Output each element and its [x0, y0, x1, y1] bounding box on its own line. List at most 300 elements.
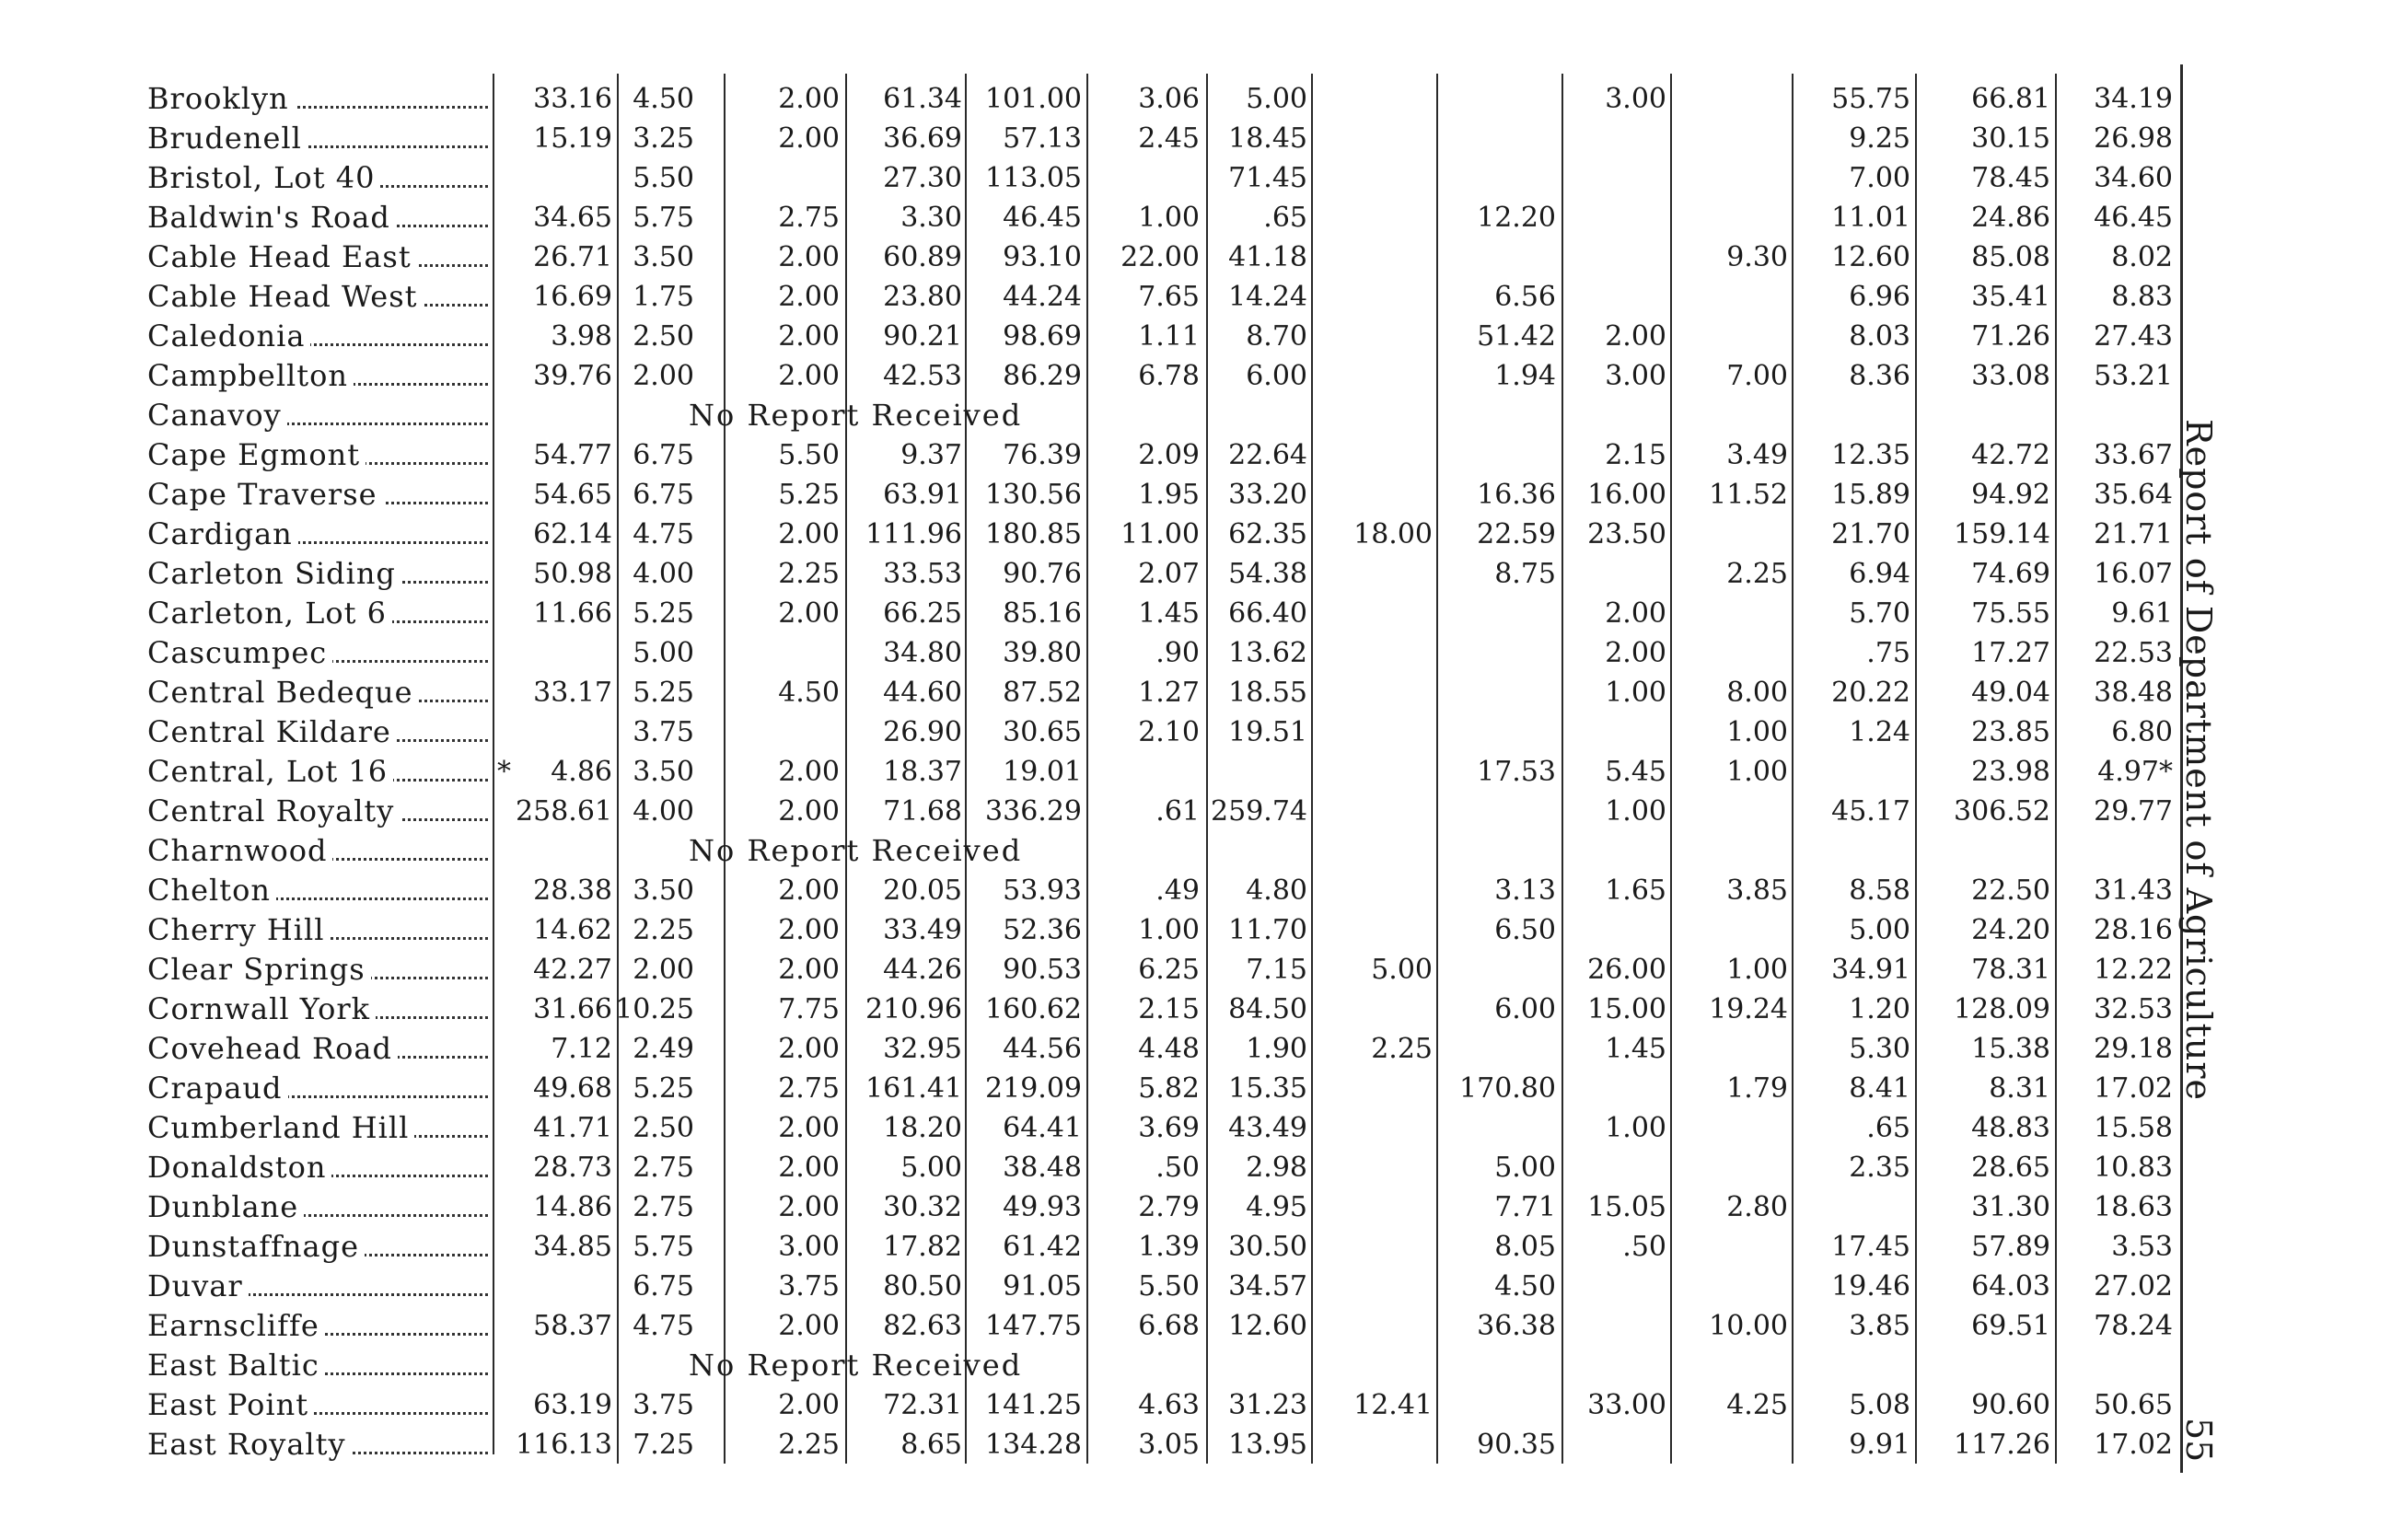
col-h-value [1304, 1227, 1433, 1267]
col-j-value [1538, 237, 1666, 277]
col-k-value [1659, 1267, 1788, 1306]
col-h-value [1304, 1267, 1433, 1306]
col-m-value: 117.26 [1954, 1429, 2050, 1461]
col-g-value: 259.74 [1211, 795, 1307, 828]
col-b-value: 3.75 [633, 716, 694, 748]
col-f-value: 7.65 [1138, 281, 1200, 313]
col-a-value: 42.27 [533, 954, 612, 986]
col-k-value [1659, 198, 1788, 237]
district-label: Canavoy [147, 398, 287, 433]
table-row [0, 356, 2403, 396]
col-e-value: 90.53 [1003, 954, 1082, 986]
col-total-value: 27.43 [2094, 320, 2173, 353]
col-a-value: 49.68 [533, 1072, 612, 1105]
col-b-value: 5.50 [633, 162, 694, 194]
table-row [0, 752, 2403, 792]
col-f-value: 1.45 [1138, 597, 1200, 630]
table-row [0, 1425, 2403, 1465]
col-d-value: 82.63 [883, 1310, 962, 1342]
col-k-value: 19.24 [1709, 993, 1788, 1025]
district-name [147, 1148, 488, 1187]
col-h-value [1304, 317, 1433, 356]
col-d-value: 34.80 [883, 637, 962, 669]
col-b-value: 4.50 [633, 83, 694, 115]
col-total-value: 8.02 [2111, 241, 2173, 273]
col-b-value: 4.00 [633, 795, 694, 828]
col-d-value: 33.53 [883, 558, 962, 590]
col-c-value: 5.50 [778, 439, 840, 471]
col-total-value: 17.02 [2094, 1429, 2173, 1461]
col-j-value: 1.65 [1605, 874, 1666, 907]
col-k-value [1659, 1029, 1788, 1069]
col-d-value: 26.90 [883, 716, 962, 748]
col-h-value [1304, 673, 1433, 712]
col-d-value: 161.41 [865, 1072, 962, 1105]
col-d-value: 111.96 [865, 518, 962, 550]
col-c-value: 2.00 [778, 597, 840, 630]
col-m-value: 90.60 [1971, 1389, 2050, 1421]
col-l-value: 6.96 [1849, 281, 1910, 313]
col-a-value: 258.61 [516, 795, 612, 828]
col-c-value [711, 633, 840, 673]
col-b-value: 2.00 [633, 954, 694, 986]
col-k-value: 3.85 [1726, 874, 1788, 907]
district-label: Earnscliffe [147, 1308, 325, 1343]
col-a-value: 15.19 [533, 122, 612, 155]
col-k-value [1659, 633, 1788, 673]
table-row [0, 158, 2403, 198]
col-l-value: 6.94 [1849, 558, 1910, 590]
table-row [0, 277, 2403, 317]
col-f-value: 2.10 [1138, 716, 1200, 748]
district-name [147, 1187, 488, 1227]
col-g-value: 33.20 [1228, 479, 1307, 511]
col-total-value: 6.80 [2111, 716, 2173, 748]
table-row [0, 1108, 2403, 1148]
col-i-value [1427, 673, 1556, 712]
col-d-value: 71.68 [883, 795, 962, 828]
col-m-value: 71.26 [1971, 320, 2050, 353]
table-row [0, 198, 2403, 237]
col-a-value: 3.98 [551, 320, 612, 353]
col-i-value: 12.20 [1477, 202, 1556, 234]
col-h-value [1304, 990, 1433, 1029]
no-report-note: No Report Received [689, 833, 1023, 868]
col-h-value [1304, 435, 1433, 475]
district-name [147, 1267, 488, 1306]
district-name [147, 158, 488, 198]
col-b-value: 4.75 [633, 518, 694, 550]
district-name [147, 990, 488, 1029]
table-row [0, 1227, 2403, 1267]
col-c-value: 3.75 [778, 1270, 840, 1303]
col-a-value: 50.98 [533, 558, 612, 590]
col-c-value: 2.25 [778, 558, 840, 590]
col-e-value: 19.01 [1003, 756, 1082, 788]
col-d-value: 27.30 [883, 162, 962, 194]
col-b-value: 5.75 [633, 1231, 694, 1263]
district-label: Cornwall York [147, 991, 376, 1026]
col-m-value: 69.51 [1971, 1310, 2050, 1342]
col-f-value: .50 [1155, 1152, 1200, 1184]
col-a-value: 16.69 [533, 281, 612, 313]
col-j-value: 16.00 [1587, 479, 1666, 511]
col-l-value: 9.91 [1849, 1429, 1910, 1461]
col-total-value: 28.16 [2094, 914, 2173, 946]
col-c-value: 2.00 [778, 518, 840, 550]
district-name [147, 752, 488, 792]
col-total-value: 46.45 [2094, 202, 2173, 234]
col-l-value [1782, 752, 1910, 792]
col-h-value [1304, 554, 1433, 594]
col-g-value: 2.98 [1246, 1152, 1307, 1184]
col-e-value: 160.62 [985, 993, 1082, 1025]
col-b-value: 5.00 [633, 637, 694, 669]
col-f-value: 6.78 [1138, 360, 1200, 392]
col-b-value: 5.25 [633, 1072, 694, 1105]
district-label: Brudenell [147, 121, 308, 156]
col-m-value: 78.45 [1971, 162, 2050, 194]
col-m-value: 85.08 [1971, 241, 2050, 273]
col-e-value: 53.93 [1003, 874, 1082, 907]
col-e-value: 90.76 [1003, 558, 1082, 590]
col-d-value: 60.89 [883, 241, 962, 273]
col-i-value: 6.50 [1494, 914, 1556, 946]
district-label: Charnwood [147, 833, 332, 868]
col-h-value [1304, 633, 1433, 673]
col-i-value: 36.38 [1477, 1310, 1556, 1342]
district-name [147, 673, 488, 712]
col-m-value: 74.69 [1971, 558, 2050, 590]
col-a-value: 54.65 [533, 479, 612, 511]
district-name [147, 554, 488, 594]
col-c-value: 2.00 [778, 874, 840, 907]
col-b-value: 4.75 [633, 1310, 694, 1342]
district-label: Carleton Siding [147, 556, 401, 591]
col-c-value: 2.00 [778, 83, 840, 115]
col-m-value: 42.72 [1971, 439, 2050, 471]
col-b-value: 3.25 [633, 122, 694, 155]
district-name [147, 871, 488, 910]
col-f-value: 5.50 [1138, 1270, 1200, 1303]
table-row [0, 990, 2403, 1029]
district-label: Dunstaffnage [147, 1229, 365, 1264]
district-name [147, 435, 488, 475]
col-b-value: 5.25 [633, 597, 694, 630]
district-name [147, 831, 488, 871]
col-a-value: 34.85 [533, 1231, 612, 1263]
col-c-value: 3.00 [778, 1231, 840, 1263]
col-h-value [1304, 356, 1433, 396]
district-name [147, 633, 488, 673]
col-g-value: 54.38 [1228, 558, 1307, 590]
col-total-value: 22.53 [2094, 637, 2173, 669]
col-h-value: 2.25 [1371, 1033, 1433, 1065]
col-m-value: 78.31 [1971, 954, 2050, 986]
col-i-value: 5.00 [1494, 1152, 1556, 1184]
col-f-value: 1.11 [1138, 320, 1200, 353]
district-label: Crapaud [147, 1071, 288, 1106]
col-f-value: 3.06 [1138, 83, 1200, 115]
col-l-value: 15.89 [1831, 479, 1910, 511]
col-h-value: 18.00 [1353, 518, 1433, 550]
col-m-value: 159.14 [1954, 518, 2050, 550]
col-d-value: 44.60 [883, 677, 962, 709]
table-row [0, 317, 2403, 356]
col-g-value: 84.50 [1228, 993, 1307, 1025]
col-f-value: 11.00 [1120, 518, 1200, 550]
col-b-value: 7.25 [633, 1429, 694, 1461]
col-e-value: 64.41 [1003, 1112, 1082, 1144]
col-h-value: 12.41 [1353, 1389, 1433, 1421]
col-j-value: 5.45 [1605, 756, 1666, 788]
col-m-value: 49.04 [1971, 677, 2050, 709]
col-l-value: 1.20 [1849, 993, 1910, 1025]
col-k-value [1659, 317, 1788, 356]
col-j-value: 2.00 [1605, 320, 1666, 353]
table-row [0, 515, 2403, 554]
col-e-value: 85.16 [1003, 597, 1082, 630]
col-f-value: 2.15 [1138, 993, 1200, 1025]
col-a-value: 33.16 [533, 83, 612, 115]
col-i-value [1427, 594, 1556, 633]
col-total-value: 32.53 [2094, 993, 2173, 1025]
col-h-value [1304, 119, 1433, 158]
col-l-value: 7.00 [1849, 162, 1910, 194]
col-e-value: 87.52 [1003, 677, 1082, 709]
col-l-value: .75 [1866, 637, 1910, 669]
col-m-value: 24.20 [1971, 914, 2050, 946]
district-name [147, 1029, 488, 1069]
district-label: Duvar [147, 1268, 249, 1303]
col-j-value: 15.05 [1587, 1191, 1666, 1223]
table-row [0, 1346, 2403, 1385]
col-c-value: 4.50 [778, 677, 840, 709]
col-k-value [1659, 515, 1788, 554]
col-b-value: 4.00 [633, 558, 694, 590]
table-row [0, 673, 2403, 712]
col-e-value: 39.80 [1003, 637, 1082, 669]
district-label: East Royalty [147, 1427, 352, 1462]
district-label: Bristol, Lot 40 [147, 160, 380, 195]
col-i-value: 22.59 [1477, 518, 1556, 550]
col-g-value: 66.40 [1228, 597, 1307, 630]
col-d-value: 20.05 [883, 874, 962, 907]
col-f-value: .61 [1155, 795, 1200, 828]
col-c-value: 2.00 [778, 1112, 840, 1144]
col-m-value: 75.55 [1971, 597, 2050, 630]
col-l-value: 5.30 [1849, 1033, 1910, 1065]
col-f-value: .90 [1155, 637, 1200, 669]
col-total-value: 35.64 [2094, 479, 2173, 511]
col-d-value: 18.37 [883, 756, 962, 788]
col-k-value [1659, 158, 1788, 198]
col-h-value [1304, 1148, 1433, 1187]
col-g-value: 18.45 [1228, 122, 1307, 155]
col-f-value: 22.00 [1120, 241, 1200, 273]
district-label: Dunblane [147, 1189, 304, 1224]
col-h-value [1304, 158, 1433, 198]
district-label: East Baltic [147, 1348, 325, 1383]
col-l-value: 9.25 [1849, 122, 1910, 155]
col-total-value: 53.21 [2094, 360, 2173, 392]
col-j-value [1538, 1148, 1666, 1187]
col-i-value: 8.05 [1494, 1231, 1556, 1263]
col-l-value: .65 [1866, 1112, 1910, 1144]
col-l-value: 8.41 [1849, 1072, 1910, 1105]
col-a-value: 34.65 [533, 202, 612, 234]
col-l-value: 34.91 [1831, 954, 1910, 986]
col-i-value: 7.71 [1494, 1191, 1556, 1223]
col-e-value: 93.10 [1003, 241, 1082, 273]
district-label: Covehead Road [147, 1031, 398, 1066]
district-label: Cascumpec [147, 635, 332, 670]
table-row [0, 910, 2403, 950]
district-label: Central Bedeque [147, 675, 419, 710]
district-name [147, 237, 488, 277]
col-i-value: 170.80 [1459, 1072, 1556, 1105]
col-k-value: 1.00 [1726, 954, 1788, 986]
col-i-value [1427, 950, 1556, 990]
col-i-value [1427, 158, 1556, 198]
col-m-value: 30.15 [1971, 122, 2050, 155]
col-j-value [1538, 198, 1666, 237]
col-e-value: 52.36 [1003, 914, 1082, 946]
col-a-value: 33.17 [533, 677, 612, 709]
col-j-value: 1.45 [1605, 1033, 1666, 1065]
col-f-value: 2.09 [1138, 439, 1200, 471]
col-m-value: 15.38 [1971, 1033, 2050, 1065]
col-j-value [1538, 554, 1666, 594]
district-name [147, 277, 488, 317]
col-c-value [711, 158, 840, 198]
district-label: Cape Traverse [147, 477, 383, 512]
col-j-value: .50 [1622, 1231, 1666, 1263]
col-i-value: 6.00 [1494, 993, 1556, 1025]
district-label: Baldwin's Road [147, 200, 396, 235]
col-h-value [1304, 871, 1433, 910]
col-j-value: 1.00 [1605, 677, 1666, 709]
table-row [0, 633, 2403, 673]
col-d-value: 30.32 [883, 1191, 962, 1223]
col-e-value: 38.48 [1003, 1152, 1082, 1184]
col-l-value: 55.75 [1831, 83, 1910, 115]
col-g-value: 30.50 [1228, 1231, 1307, 1263]
col-e-value: 57.13 [1003, 122, 1082, 155]
col-total-value: 21.71 [2094, 518, 2173, 550]
col-k-value [1659, 1108, 1788, 1148]
col-a-value: 28.38 [533, 874, 612, 907]
col-e-value: 30.65 [1003, 716, 1082, 748]
col-c-value: 2.00 [778, 795, 840, 828]
col-k-value [1659, 1148, 1788, 1187]
col-i-value: 90.35 [1477, 1429, 1556, 1461]
col-d-value: 61.34 [883, 83, 962, 115]
col-j-value: 15.00 [1587, 993, 1666, 1025]
col-i-value [1427, 1385, 1556, 1425]
col-k-value: 11.52 [1709, 479, 1788, 511]
table-row [0, 554, 2403, 594]
col-f-value: 4.48 [1138, 1033, 1200, 1065]
col-g-value: 7.15 [1246, 954, 1307, 986]
col-total-value: 29.77 [2094, 795, 2173, 828]
col-c-value: 2.25 [778, 1429, 840, 1461]
district-name [147, 79, 488, 119]
no-report-note: No Report Received [689, 398, 1023, 433]
col-e-value: 101.00 [985, 83, 1082, 115]
col-k-value: 2.25 [1726, 558, 1788, 590]
col-i-value [1427, 792, 1556, 831]
col-l-value: 2.35 [1849, 1152, 1910, 1184]
no-report-note: No Report Received [689, 1348, 1023, 1383]
col-m-value: 128.09 [1954, 993, 2050, 1025]
col-h-value [1304, 712, 1433, 752]
col-f-value: 1.00 [1138, 914, 1200, 946]
col-k-value: 4.25 [1726, 1389, 1788, 1421]
table-row [0, 1267, 2403, 1306]
col-c-value: 7.75 [778, 993, 840, 1025]
col-a-value: 41.71 [533, 1112, 612, 1144]
col-g-value: 14.24 [1228, 281, 1307, 313]
district-label: Carleton, Lot 6 [147, 596, 392, 631]
table-row [0, 712, 2403, 752]
col-total-value: 50.65 [2094, 1389, 2173, 1421]
col-e-value: 147.75 [985, 1310, 1082, 1342]
table-row [0, 1029, 2403, 1069]
col-b-value: 5.25 [633, 677, 694, 709]
col-e-value: 134.28 [985, 1429, 1082, 1461]
col-i-value [1427, 119, 1556, 158]
col-e-value: 98.69 [1003, 320, 1082, 353]
col-total-value: 26.98 [2094, 122, 2173, 155]
col-a-value: 7.12 [551, 1033, 612, 1065]
district-label: East Point [147, 1387, 314, 1422]
col-e-value: 91.05 [1003, 1270, 1082, 1303]
district-name [147, 515, 488, 554]
col-m-value: 306.52 [1954, 795, 2050, 828]
table-row [0, 871, 2403, 910]
col-e-value: 113.05 [985, 162, 1082, 194]
col-j-value: 33.00 [1587, 1389, 1666, 1421]
col-g-value [1178, 752, 1307, 792]
col-f-value: 2.45 [1138, 122, 1200, 155]
col-j-value [1538, 1306, 1666, 1346]
table-row [0, 475, 2403, 515]
col-a-value: 26.71 [533, 241, 612, 273]
col-f-value: 6.68 [1138, 1310, 1200, 1342]
col-c-value: 2.00 [778, 1152, 840, 1184]
col-h-value [1304, 1306, 1433, 1346]
col-g-value: 5.00 [1246, 83, 1307, 115]
col-j-value: 2.00 [1605, 597, 1666, 630]
col-a-value: 4.86 [551, 756, 612, 788]
col-c-value: 2.00 [778, 122, 840, 155]
col-j-value: 26.00 [1587, 954, 1666, 986]
col-j-value: 1.00 [1605, 795, 1666, 828]
col-d-value: 42.53 [883, 360, 962, 392]
col-k-value: 1.00 [1726, 716, 1788, 748]
col-a-value: 11.66 [533, 597, 612, 630]
col-total-value: 27.02 [2094, 1270, 2173, 1303]
col-g-value: 19.51 [1228, 716, 1307, 748]
col-k-value [1659, 594, 1788, 633]
col-a-value: 62.14 [533, 518, 612, 550]
col-i-value: 1.94 [1494, 360, 1556, 392]
district-name [147, 792, 488, 831]
col-f-value: 1.39 [1138, 1231, 1200, 1263]
district-label: Clear Springs [147, 952, 371, 987]
col-j-value [1538, 119, 1666, 158]
